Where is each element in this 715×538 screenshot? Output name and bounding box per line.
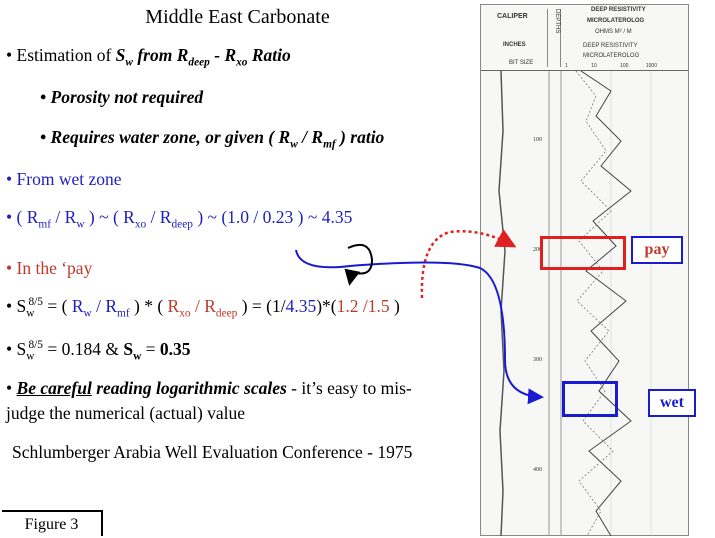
log-scale-labels: 1 10 100 1000	[565, 63, 657, 69]
bullet-requires: • Requires water zone, or given ( $R_w / R_{mf}$ ) ratio	[40, 127, 385, 151]
bullet-estimation: • Estimation of $S_w$ from $R_{deep} - R_{xo}$ Ratio	[6, 45, 291, 69]
bullet-careful-line2: judge the numerical (actual) value	[6, 403, 246, 423]
bullet-wet-zone: • From wet zone	[6, 169, 122, 189]
pay-label: pay	[631, 236, 683, 264]
bullet-careful: • Be careful reading logarithmic scales - it’s easy to mis-	[6, 378, 412, 398]
log-deep-resistivity-label: DEEP RESISTIVITY	[591, 7, 646, 13]
wet-arrow	[296, 250, 540, 397]
log-inches-label: INCHES	[503, 42, 526, 48]
break-arrow	[348, 245, 372, 282]
log-depth-300: 300	[533, 357, 542, 363]
bullet-pay: • In the ‘pay	[6, 258, 93, 278]
citation: Schlumberger Arabia Well Evaluation Conference - 1975	[12, 442, 413, 462]
log-caliper-label: CALIPER	[497, 13, 528, 20]
bullet-equation-1: • $S_w^{8/5}$ = ( $R_w / R_{mf}$ ) * ( $R_{xo} / R_{deep}$ ) = (1/4.35)*(1.2 /1.5 )	[6, 296, 400, 320]
log-depth-200: 200	[533, 247, 542, 253]
bullet-equation-2: • $S_w^{8/5} = 0.184$ & $S_w = 0.35$	[6, 339, 191, 363]
log-bit-size-label: BIT SIZE	[509, 60, 534, 66]
slide-title: Middle East Carbonate	[145, 6, 330, 28]
log-legend-deep: DEEP RESISTIVITY	[583, 43, 638, 49]
figure-label: Figure 3	[2, 510, 103, 536]
log-ohms-label: OHMS M² / M	[595, 29, 632, 35]
bullet-porosity: • Porosity not required	[40, 87, 204, 107]
log-depths-label: DEPTHS	[547, 9, 561, 67]
log-depth-400: 400	[533, 467, 542, 473]
log-legend-micro: MICROLATEROLOG	[583, 53, 640, 59]
bullet-ratio: • ( $R_{mf} / R_w$ ) ~ ( $R_{xo} / R_{deep}$ ) ~ (1.0 / 0.23 ) ~ 4.35	[6, 207, 353, 231]
log-depth-100: 100	[533, 137, 542, 143]
wet-label: wet	[648, 389, 696, 417]
log-microlaterolog-label: MICROLATEROLOG	[587, 18, 645, 24]
